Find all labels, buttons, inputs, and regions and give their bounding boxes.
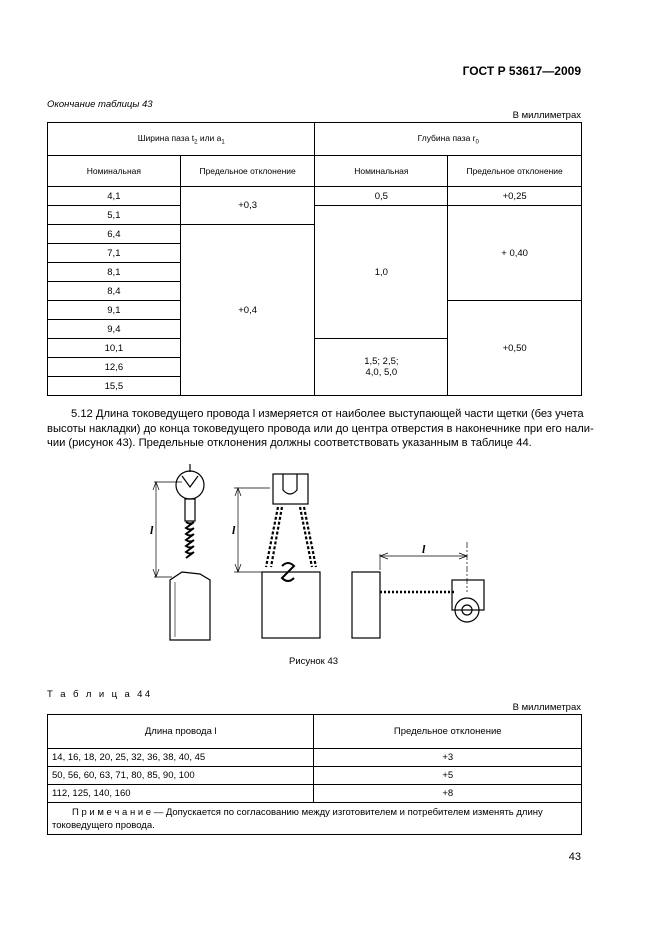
table-header: Предельное отклонение [314, 715, 582, 749]
paragraph-line: 5.12 Длина токоведущего провода l измеряется от наиболее выступающей части щетки (без учета [71, 408, 584, 420]
table-cell: 8,1 [48, 263, 181, 282]
table-cell: 14, 16, 18, 20, 25, 32, 36, 38, 40, 45 [48, 749, 314, 767]
table-cell: 5,1 [48, 206, 181, 225]
table-43-caption: Окончание таблицы 43 [47, 99, 153, 110]
dimension-label: l [150, 523, 154, 537]
table-cell: + 0,40 [448, 206, 582, 301]
brush-3 [352, 542, 484, 638]
table-cell: +8 [314, 785, 582, 803]
table-cell: 12,6 [48, 358, 181, 377]
sub-header: Предельное отклонение [448, 156, 582, 187]
paragraph-5-12 [47, 407, 594, 451]
paragraph-line: высоты накладки) до конца токоведущего провода или до центра отверстия в наконечнике при его нали- [47, 422, 594, 435]
table-cell: +5 [314, 767, 582, 785]
figure-43-caption: Рисунок 43 [289, 656, 339, 667]
table-44-units: В миллиметрах [512, 702, 581, 713]
paragraph-line: чии (рисунок 43). Предельные отклонения должны соответствовать указанным в таблице 44. [47, 437, 532, 449]
table-cell: 15,5 [48, 377, 181, 396]
sub-header: Предельное отклонение [180, 156, 315, 187]
table-cell: 4,1 [48, 187, 181, 206]
depth-values-line: 4,0, 5,0 [365, 367, 398, 378]
table-cell: 0,5 [315, 187, 448, 206]
table-cell: +0,25 [448, 187, 582, 206]
table-note [48, 803, 582, 835]
standard-number: ГОСТ Р 53617—2009 [462, 64, 581, 78]
dimension-label: l [232, 523, 236, 537]
page-number: 43 [568, 851, 581, 863]
brush-1 [153, 464, 210, 640]
table-header: Длина провода l [48, 715, 314, 749]
table-cell: +0,4 [180, 225, 315, 396]
note-line: П р и м е ч а н и е — Допускается по согласованию между изготовителем и потребителем изменять длину [72, 806, 543, 818]
table-43 [47, 122, 582, 396]
table-44 [47, 714, 582, 835]
table-cell: 50, 56, 60, 63, 71, 80, 85, 90, 100 [48, 767, 314, 785]
table-cell: +3 [314, 749, 582, 767]
width-group-header: Ширина паза $t_2$ или $a_1$ [48, 123, 315, 156]
table-cell: +0,3 [180, 187, 315, 225]
table-cell: +0,50 [448, 301, 582, 396]
depth-values-line: 1,5; 2,5; [364, 356, 399, 367]
table-cell: 7,1 [48, 244, 181, 263]
figure-43-drawing [130, 462, 500, 648]
table-cell: 8,4 [48, 282, 181, 301]
dimension-label: l [422, 542, 426, 556]
table-43-units: В миллиметрах [512, 110, 581, 121]
sub-header: Номинальная [48, 156, 181, 187]
table-cell: 112, 125, 140, 160 [48, 785, 314, 803]
depth-group-header: Глубина паза $r_0$ [315, 123, 582, 156]
brush-2 [234, 474, 320, 638]
table-cell: 9,4 [48, 320, 181, 339]
table-cell: 6,4 [48, 225, 181, 244]
table-44-caption: Т а б л и ц а 44 [47, 689, 153, 700]
note-line: токоведущего провода. [52, 819, 155, 831]
table-cell: 9,1 [48, 301, 181, 320]
table-cell [315, 339, 448, 396]
table-cell: 10,1 [48, 339, 181, 358]
table-cell: 1,0 [315, 206, 448, 339]
sub-header: Номинальная [315, 156, 448, 187]
